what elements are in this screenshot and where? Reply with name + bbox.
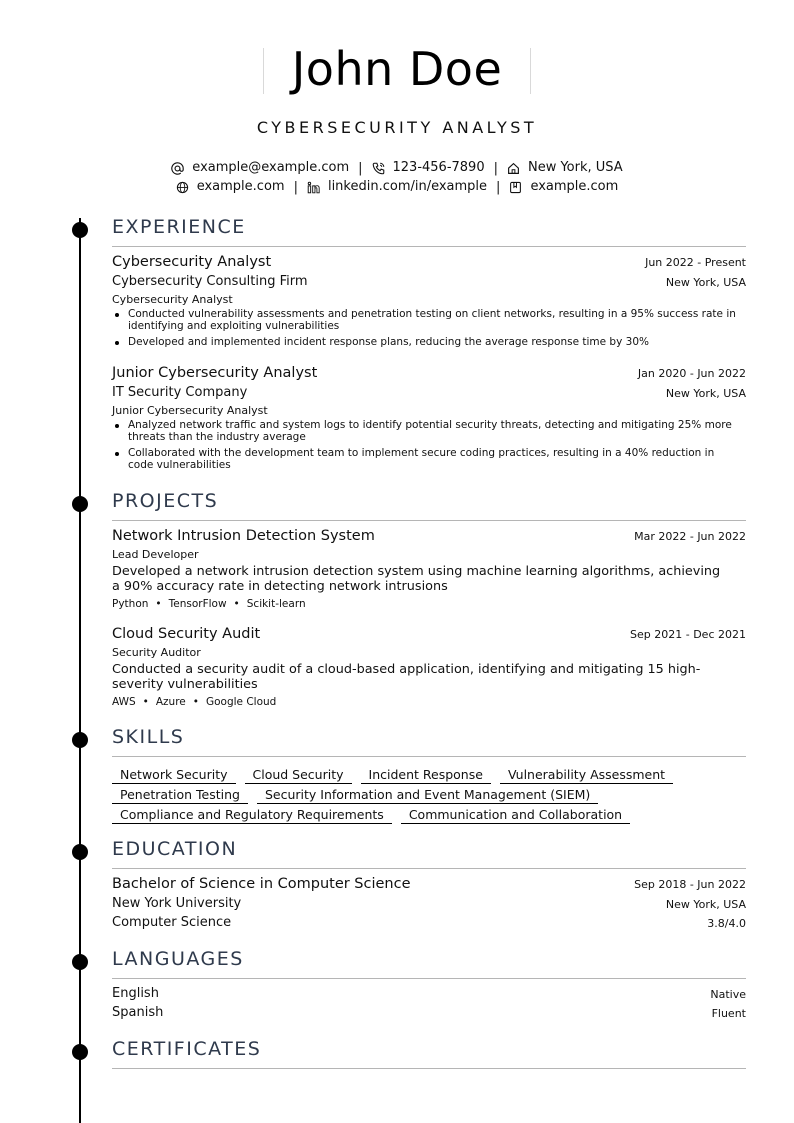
project-description: Conducted a security audit of a cloud-based application, identifying and mitigating 15 high-severity vulnerabilities — [112, 662, 701, 692]
project-tag: TensorFlow — [168, 598, 227, 610]
timeline-dot — [72, 1044, 88, 1060]
project-tag: Google Cloud — [205, 696, 277, 708]
contact-separator: | — [358, 160, 363, 176]
project-role: Lead Developer — [112, 548, 199, 561]
contact-location-text: New York, USA — [527, 160, 623, 175]
section-divider — [112, 1068, 746, 1069]
contact-separator: | — [293, 179, 298, 195]
education-field: Computer Science — [112, 915, 232, 930]
section-divider — [112, 246, 746, 247]
tag-separator: • — [142, 696, 149, 708]
contact-email[interactable] — [171, 159, 349, 177]
project-tags — [112, 597, 306, 611]
experience-title: Cybersecurity Analyst — [112, 254, 272, 270]
contact-portfolio[interactable] — [509, 178, 618, 196]
tag-separator: • — [233, 598, 240, 610]
education-degree: Bachelor of Science in Computer Science — [112, 876, 411, 892]
globe-icon — [176, 181, 189, 194]
experience-location: New York, USA — [665, 387, 746, 400]
skill-chip: Communication and Collaboration — [401, 807, 630, 824]
experience-title: Junior Cybersecurity Analyst — [112, 365, 318, 381]
project-tag: Azure — [155, 696, 186, 708]
skill-chip: Incident Response — [361, 767, 491, 784]
section-title-skills: SKILLS — [112, 726, 185, 748]
skill-chip: Compliance and Regulatory Requirements — [112, 807, 392, 824]
experience-position: Cybersecurity Analyst — [112, 293, 233, 306]
project-tags — [112, 695, 276, 709]
project-title: Network Intrusion Detection System — [112, 528, 375, 544]
project-description: Developed a network intrusion detection system using machine learning algorithms, achieving a 90% accuracy rate in detecting network intrusions — [112, 564, 721, 594]
list-item: Collaborated with the development team to implement secure coding practices, resulting in a 40% reduction in code vulnerabilities — [112, 448, 742, 471]
skill-chip: Security Information and Event Management (SIEM) — [257, 787, 598, 804]
experience-company: Cybersecurity Consulting Firm — [112, 274, 308, 289]
section-title-languages: LANGUAGES — [112, 948, 244, 970]
contact-row-2 — [0, 178, 794, 197]
project-tag: AWS — [112, 696, 136, 708]
section-divider — [112, 520, 746, 521]
home-icon — [507, 162, 520, 175]
contact-website-text: example.com — [196, 179, 285, 194]
contact-linkedin[interactable] — [307, 178, 487, 196]
education-school: New York University — [112, 896, 242, 911]
timeline-dot — [72, 222, 88, 238]
education-location: New York, USA — [665, 898, 746, 911]
candidate-name: John Doe — [291, 42, 503, 96]
language-name: Spanish — [112, 1005, 164, 1020]
skills-row — [112, 804, 639, 824]
section-title-projects: PROJECTS — [112, 490, 219, 512]
list-item: Conducted vulnerability assessments and penetration testing on client networks, resulting in a 95% success rate in identifying and exploiting vulnerabilities — [112, 309, 742, 332]
education-gpa: 3.8/4.0 — [707, 917, 746, 930]
timeline-dot — [72, 496, 88, 512]
timeline-line — [79, 218, 81, 1123]
tag-separator: • — [155, 598, 162, 610]
language-level: Fluent — [711, 1007, 746, 1020]
contact-separator: | — [496, 179, 501, 195]
list-item: Developed and implemented incident response plans, reducing the average response time by 30% — [112, 337, 742, 349]
project-tag: Python — [112, 598, 149, 610]
section-title-experience: EXPERIENCE — [112, 216, 246, 238]
skills-row — [112, 764, 682, 784]
project-tag: Scikit-learn — [246, 598, 306, 610]
section-divider — [112, 978, 746, 979]
experience-bullets — [112, 420, 742, 476]
language-level: Native — [710, 988, 746, 1001]
candidate-role: CYBERSECURITY ANALYST — [256, 118, 538, 137]
project-title: Cloud Security Audit — [112, 626, 261, 642]
skill-chip: Cloud Security — [245, 767, 352, 784]
education-dates: Sep 2018 - Jun 2022 — [634, 878, 746, 891]
skill-chip: Penetration Testing — [112, 787, 248, 804]
list-item: Analyzed network traffic and system logs to identify potential security threats, detecting and mitigating 25% more threats than the industry average — [112, 420, 742, 443]
contact-linkedin-text: linkedin.com/in/example — [327, 179, 488, 194]
section-title-education: EDUCATION — [112, 838, 238, 860]
contact-separator: | — [493, 160, 498, 176]
project-dates: Mar 2022 - Jun 2022 — [634, 530, 746, 543]
contact-phone-text: 123-456-7890 — [392, 160, 485, 175]
experience-location: New York, USA — [665, 276, 746, 289]
skills-row — [112, 784, 607, 804]
section-divider — [112, 756, 746, 757]
contact-website[interactable] — [176, 178, 285, 196]
tag-separator: • — [192, 696, 199, 708]
timeline-dot — [72, 732, 88, 748]
skill-chip: Network Security — [112, 767, 236, 784]
experience-dates: Jan 2020 - Jun 2022 — [637, 367, 746, 380]
experience-company: IT Security Company — [112, 385, 248, 400]
contact-location — [507, 159, 623, 177]
section-title-certificates: CERTIFICATES — [112, 1038, 262, 1060]
timeline-dot — [72, 844, 88, 860]
language-name: English — [112, 986, 159, 1001]
contact-email-text: example@example.com — [192, 160, 350, 175]
project-dates: Sep 2021 - Dec 2021 — [630, 628, 746, 641]
linkedin-icon — [307, 181, 320, 194]
project-role: Security Auditor — [112, 646, 201, 659]
at-icon — [171, 162, 184, 175]
contact-portfolio-text: example.com — [530, 179, 619, 194]
phone-icon — [372, 162, 385, 175]
experience-bullets — [112, 309, 742, 354]
bookmark-icon — [509, 181, 522, 194]
timeline-dot — [72, 954, 88, 970]
contact-phone[interactable] — [372, 159, 485, 177]
skill-chip: Vulnerability Assessment — [500, 767, 673, 784]
section-divider — [112, 868, 746, 869]
contact-row-1 — [0, 159, 794, 178]
experience-position: Junior Cybersecurity Analyst — [112, 404, 268, 417]
experience-dates: Jun 2022 - Present — [645, 256, 746, 269]
